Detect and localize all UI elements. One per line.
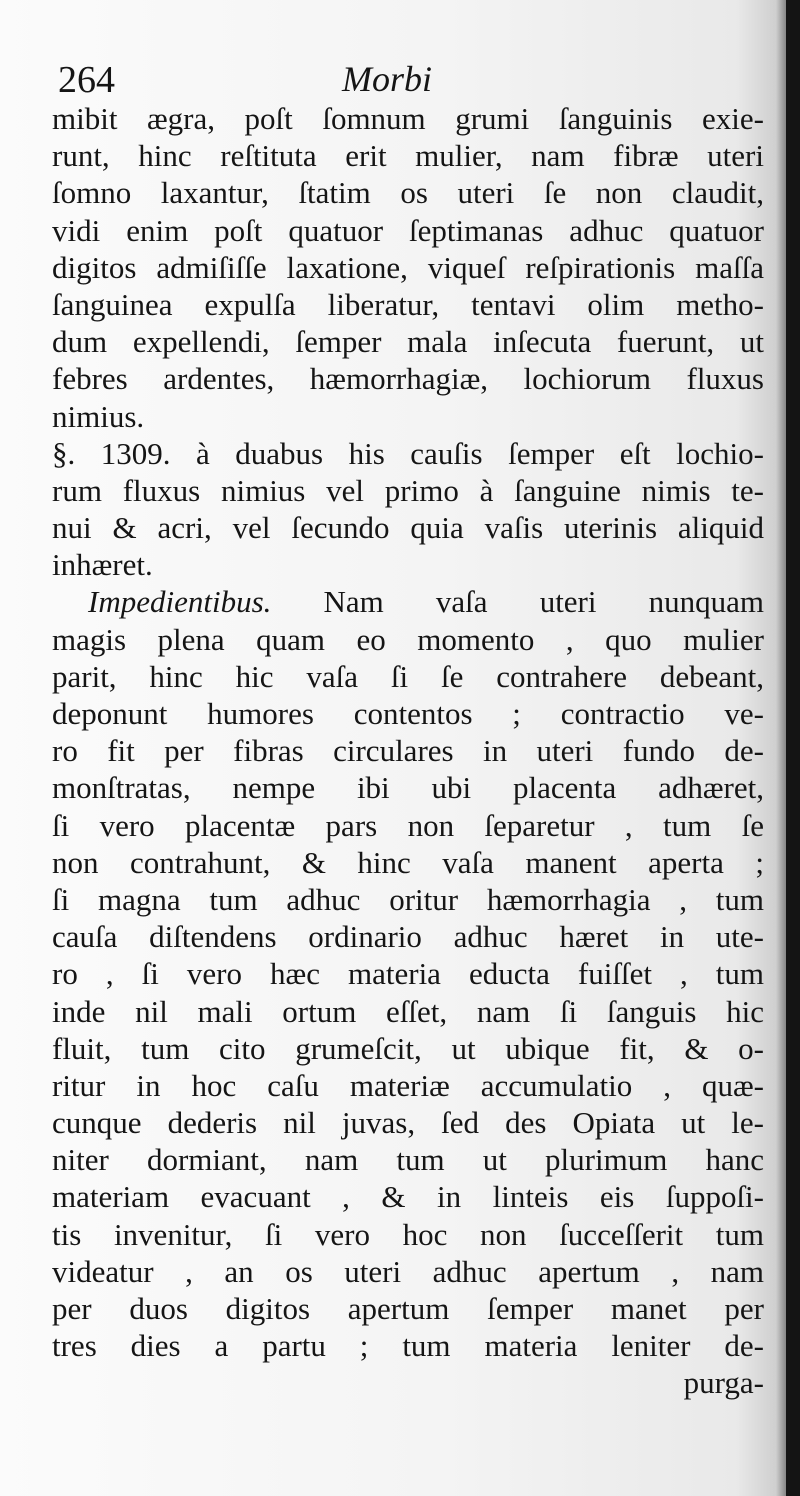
section-heading-line: §. 1309. à duabus his cauſis ſemper eſt lochio- [52,435,764,471]
text-line: ro , ſi vero hæc materia educta fuiſſet , tum [52,956,764,992]
text-line: videatur , an os uteri adhuc apertum , nam [52,1253,764,1289]
text-line: cunque dederis nil juvas, ſed des Opiata ut le- [52,1105,764,1141]
text-line: ro fit per fibras circulares in uteri fundo de- [52,733,764,769]
page-number: 264 [58,59,115,101]
text-line: ſi magna tum adhuc oritur hæmorrhagia , tum [52,881,764,917]
text-line: monſtratas, nempe ibi ubi placenta adhæret, [52,770,764,806]
text-line: cauſa diſtendens ordinario adhuc hæret in ute- [52,919,764,955]
text-line: mibit ægra, poſt ſomnum grumi ſanguinis exie- [52,101,764,136]
text-line: ſi vero placentæ pars non ſeparetur , tum ſe [52,807,764,843]
text-line: ritur in hoc caſu materiæ accumulatio , quæ- [52,1067,764,1103]
page-header [58,58,748,102]
text-line: tis invenitur, ſi vero hoc non ſucceſſerit tum [52,1216,764,1252]
text-line: vidi enim poſt quatuor ſeptimanas adhuc quatuor [52,212,764,248]
text-line: rum fluxus nimius vel primo à ſanguine nimis te- [52,472,764,508]
text-line: deponunt humores contentos ; contractio ve- [52,696,764,731]
text-line: runt, hinc reſtituta erit mulier, nam fibræ uteri [52,138,764,174]
text-line: ſanguinea expulſa liberatur, tentavi olim metho- [52,286,764,322]
catchword: purga- [683,1365,764,1401]
text-line: nimius. [52,398,145,434]
page-body [52,100,764,1402]
text-line: materiam evacuant , & in linteis eis ſuppoſi- [52,1179,764,1215]
running-head: Morbi [342,59,432,99]
book-spine-shadow [786,0,800,1496]
text-line: nui & acri, vel ſecundo quia vaſis uterinis aliquid [52,510,764,546]
text-line: digitos admiſiſſe laxatione, viqueſ reſpirationis maſſa [52,249,764,285]
text-line: ſomno laxantur, ſtatim os uteri ſe non claudit, [52,175,764,211]
text-line: non contrahunt, & hinc vaſa manent aperta ; [52,844,764,880]
paragraph-first-line-rest: Nam vaſa uteri nunquam [323,584,764,620]
text-line: parit, hinc hic vaſa ſi ſe contrahere debeant, [52,658,764,694]
text-line: tres dies a partu ; tum materia leniter de- [52,1328,764,1364]
text-line: inde nil mali ortum eſſet, nam ſi ſanguis hic [52,993,764,1029]
text-line: dum expellendi, ſemper mala inſecuta fuerunt, ut [52,324,764,360]
text-line: magis plena quam eo momento , quo mulier [52,621,764,657]
text-line: niter dormiant, nam tum ut plurimum hanc [52,1142,764,1178]
text-line: febres ardentes, hæmorrhagiæ, lochiorum fluxus [52,361,764,397]
paragraph-lead-word: Impedientibus. [88,584,272,620]
text-line: inhæret. [52,547,153,583]
text-line: fluit, tum cito grumeſcit, ut ubique fit, & o- [52,1030,764,1066]
text-line: per duos digitos apertum ſemper manet per [52,1291,764,1326]
paragraph-first-line [52,583,764,620]
